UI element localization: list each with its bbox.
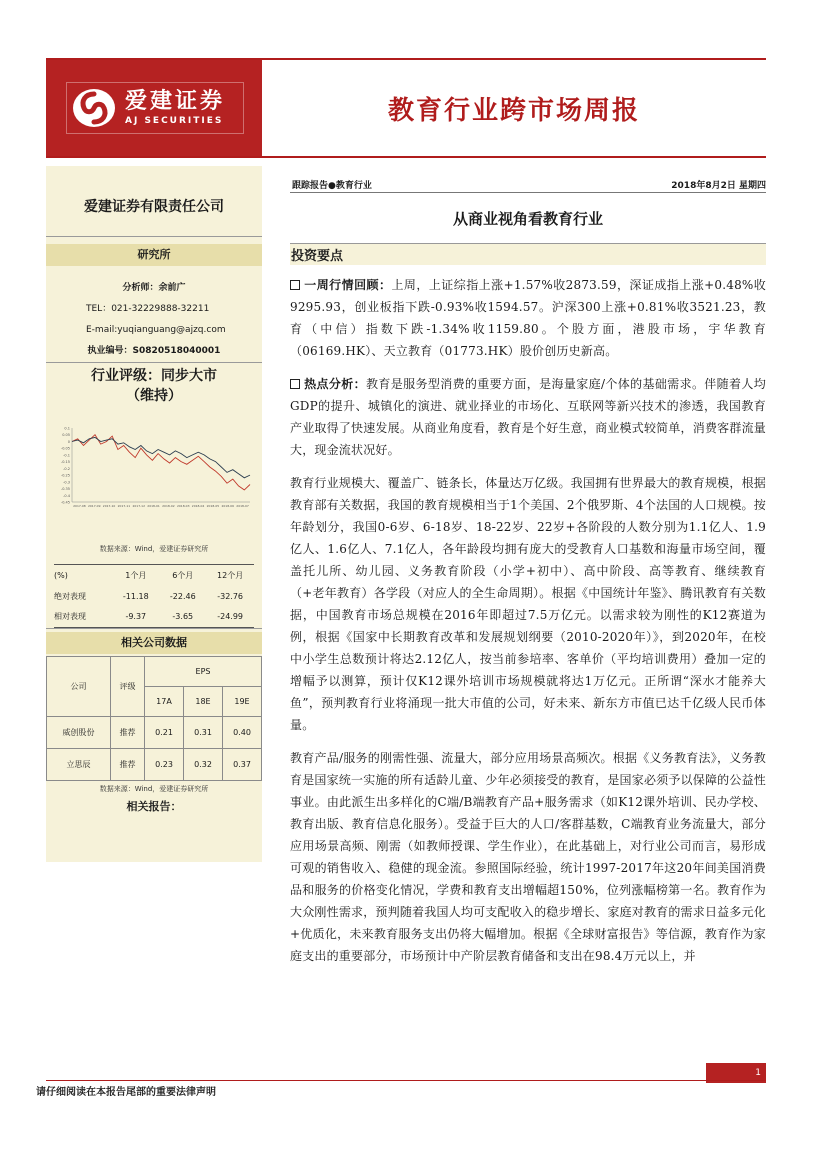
paragraph-label: 一周行情回顾： — [304, 278, 392, 292]
performance-cell: -9.37 — [112, 607, 159, 628]
performance-header-row — [54, 565, 254, 586]
eps-row — [47, 749, 262, 781]
eps-cell: 0.40 — [223, 717, 262, 749]
analyst-email: E-mail:yuqianguang@ajzq.com — [86, 325, 226, 335]
y-tick-label: -0.15 — [60, 460, 70, 465]
performance-row — [54, 586, 254, 607]
logo-frame — [66, 82, 244, 134]
y-tick-label: -0.25 — [60, 473, 70, 478]
industry-rating — [46, 366, 262, 406]
checkbox-bullet-icon — [290, 379, 300, 389]
y-tick-label: 0.1 — [64, 426, 70, 431]
paragraph-label: 热点分析： — [304, 377, 366, 391]
divider — [46, 362, 262, 363]
performance-cell: 12个月 — [206, 565, 254, 586]
performance-cell: 绝对表现 — [54, 591, 86, 601]
x-tick-label: 2018-07 — [236, 504, 249, 508]
eps-cell: 0.31 — [184, 717, 223, 749]
divider — [46, 628, 262, 629]
logo-english: AJ SECURITIES — [125, 116, 224, 126]
related-reports-heading: 相关报告： — [126, 800, 182, 813]
rating-status: （维持） — [126, 388, 182, 404]
y-tick-label: -0.35 — [60, 487, 70, 492]
performance-row — [54, 607, 254, 628]
performance-cell: -3.65 — [159, 607, 206, 628]
eps-cell: 0.32 — [184, 749, 223, 781]
report-body — [290, 274, 766, 963]
brand-logo — [46, 60, 262, 156]
eps-cell: 立思辰 — [47, 749, 111, 781]
company-name: 爱建证券有限责任公司 — [84, 199, 224, 215]
report-type: 跟踪报告●教育行业 — [292, 181, 372, 191]
related-company-heading: 相关公司数据 — [46, 632, 262, 654]
eps-cell: 推荐 — [111, 749, 145, 781]
section-bar — [290, 243, 766, 265]
meta-divider — [290, 192, 766, 193]
eps-header-row — [47, 657, 262, 687]
rating-line: 行业评级：同步大市 — [91, 368, 217, 384]
paragraph-hot-topics — [290, 373, 766, 461]
page-number: 1 — [706, 1063, 766, 1083]
eps-header-company: 公司 — [47, 657, 111, 717]
eps-year-cell: 17A — [145, 687, 184, 717]
report-subtitle: 从商业视角看教育行业 — [452, 210, 603, 228]
eps-cell: 0.37 — [223, 749, 262, 781]
eps-year-cell: 18E — [184, 687, 223, 717]
x-tick-label: 2018-03 — [176, 504, 190, 508]
y-tick-label: -0.45 — [60, 500, 70, 505]
y-tick-label: -0.1 — [63, 453, 70, 458]
logo-chinese: 爱建证券 — [125, 88, 226, 114]
dept-heading: 研究所 — [46, 244, 262, 266]
x-tick-label: 2018-06 — [221, 504, 235, 508]
eps-cell: 威创股份 — [47, 717, 111, 749]
y-tick-label: -0.2 — [63, 466, 70, 471]
paragraph-market-review — [290, 274, 766, 362]
analyst-info — [46, 278, 262, 362]
eps-cell: 0.21 — [145, 717, 184, 749]
performance-cell: (%) — [54, 565, 112, 586]
header-bottom-rule — [46, 156, 766, 158]
series-line-1 — [72, 435, 250, 490]
y-tick-label: -0.05 — [60, 446, 70, 451]
eps-header-eps: EPS — [145, 657, 262, 687]
chart-source-note: 数据来源：Wind，爱建证券研究所 — [99, 545, 209, 553]
performance-cell: 6个月 — [159, 565, 206, 586]
checkbox-bullet-icon — [290, 280, 300, 290]
footer-rule — [46, 1080, 766, 1081]
legal-disclaimer-note: 请仔细阅读在本报告尾部的重要法律声明 — [36, 1087, 216, 1098]
performance-cell: -32.76 — [217, 591, 244, 601]
eps-cell: 推荐 — [111, 717, 145, 749]
x-tick-label: 2017-12 — [132, 504, 146, 508]
x-tick-label: 2017-11 — [117, 504, 131, 508]
x-tick-label: 2018-02 — [162, 504, 175, 508]
performance-cell: 相对表现 — [54, 607, 112, 628]
eps-year-cell: 19E — [223, 687, 262, 717]
x-tick-label: 2017-08 — [73, 504, 86, 508]
paragraph-industry-scale: 教育行业规模大、覆盖广、链条长，体量达万亿级。我国拥有世界最大的教育规模，根据教育部有关数据，我国的教育规模相当于1个美国、2个俄罗斯、4个法国的人口规模。按年龄划分，我国0-6岁、6-18岁、18-22岁、22岁+各阶段的人数分别为1.1亿人、1.9亿人、1.6亿人、7.1亿人，各年龄段均拥有庞大的受教育人口基数和海量市场空间，覆盖托儿所、幼儿园、义务教育阶段（小学+初中）、高中阶段、高等教育、继续教育（+老年教育）各学段（对应人的全生命周期）。根据《中国统计年鉴》、腾讯教育有关数据，中国教育市场总规模在2016年即超过7.5万亿元。以需求较为刚性的K12赛道为例，根据《国家中长期教育改革和发展规划纲要（2010-2020年）》，到2020年，在校中小学生总数预计将达2.12亿人，按当前参培率、客单价（平均培训费用）叠加一定的增幅予以测算，预计仅K12课外培训市场规模就将达1万亿元。正所谓“深水才能养大鱼”，预判教育行业将涌现一批大市值的公司，好未来、新东方市值已达千亿级人民币体量。 — [290, 476, 766, 732]
index-performance-chart — [54, 424, 254, 516]
brand-emblem-icon — [71, 85, 117, 131]
section-title: 投资要点 — [291, 249, 344, 264]
paragraph-demand: 教育产品/服务的刚需性强、流量大，部分应用场景高频次。根据《义务教育法》，义务教育是国家统一实施的所有适龄儿童、少年必须接受的教育，是国家必须予以保障的公益性事业。由此派生出多样化的C端/B端教育产品+服务需求（如K12课外培训、民办学校、教育出版、教育信息化服务）。受益于巨大的人口/客群基数，C端教育业务流量大，部分应用场景高频、刚需（如教师授课、学生作业），在此基础上，对行业公司而言，易形成可观的销售收入、稳健的现金流。参照国际经验，统计1997-2017年这20年间美国消费品和服务的价格变化情况，学费和教育支出增幅超150%，位列涨幅榜第一名。教育作为大众刚性需求，预判随着我国人均可支配收入的稳步增长、家庭对教育的需求日益多元化+优质化，未来教育服务支出仍将大幅增加。根据《全球财富报告》等信源，教育作为家庭支出的重要部分，市场预计中产阶层教育储备和支出在98.4万元以上，并 — [290, 751, 766, 963]
y-tick-label: 0.05 — [62, 433, 70, 438]
analyst-cert: 执业编号：S0820518040001 — [87, 346, 221, 356]
performance-cell: 1个月 — [112, 565, 159, 586]
performance-cell: -22.46 — [169, 591, 196, 601]
eps-source-note: 数据来源：Wind，爱建证券研究所 — [99, 785, 209, 793]
x-tick-label: 2017-10 — [102, 504, 116, 508]
report-date: 2018年8月2日 星期四 — [671, 181, 766, 191]
eps-cell: 0.23 — [145, 749, 184, 781]
eps-table — [46, 656, 262, 781]
x-tick-label: 2018-05 — [206, 504, 220, 508]
performance-cell: -24.99 — [206, 607, 254, 628]
x-tick-label: 2017-09 — [87, 504, 101, 508]
x-tick-label: 2018-04 — [191, 504, 205, 508]
series-line-2 — [72, 437, 250, 477]
eps-row — [47, 717, 262, 749]
y-tick-label: -0.4 — [63, 493, 70, 498]
y-tick-label: 0 — [67, 439, 70, 444]
eps-header-rating: 评级 — [111, 657, 145, 717]
divider — [46, 236, 262, 237]
y-tick-label: -0.3 — [63, 480, 70, 485]
analyst-tel: TEL：021-32229888-32211 — [86, 304, 210, 314]
analyst-name: 分析师：余前广 — [122, 283, 186, 293]
performance-table — [54, 564, 254, 628]
logo-text — [125, 88, 225, 128]
paragraph-text: 教育是服务型消费的重要方面，是海量家庭/个体的基础需求。伴随着人均GDP的提升、城镇化的演进、就业择业的市场化、互联网等新兴技术的渗透，我国教育产业取得了快速发展。从商业角度看，教育是个好生意，商业模式较简单，消费客群流量大，现金流状况好。 — [290, 377, 766, 457]
sidebar — [46, 166, 262, 862]
x-tick-label: 2018-01 — [147, 504, 160, 508]
paragraph-text: 上周，上证综指上涨+1.57%收2873.59，深证成指上涨+0.48%收9295.93，创业板指下跌-0.93%收1594.57。沪深300上涨+0.81%收3521.23，教育（中信）指数下跌-1.34%收1159.80。个股方面，港股市场，宇华教育（06169.HK）、天立教育（01773.HK）股价创历史新高。 — [290, 278, 766, 358]
performance-cell: -11.18 — [122, 591, 149, 601]
report-title: 教育行业跨市场周报 — [387, 95, 640, 126]
